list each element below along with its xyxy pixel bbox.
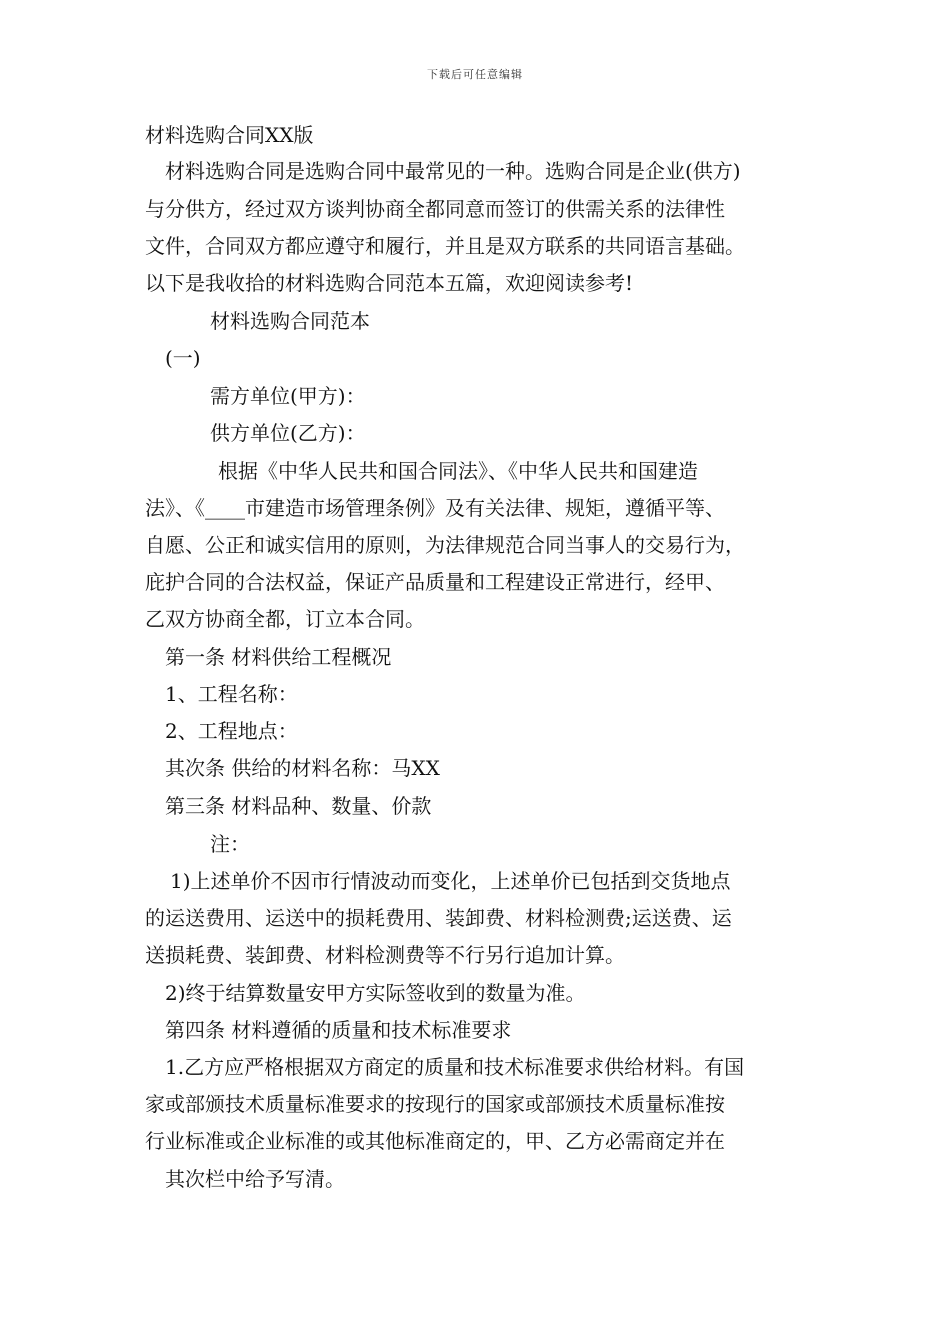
paragraph-line: 家或部颁技术质量标准要求的按现行的国家或部颁技术质量标准按 — [145, 1092, 725, 1116]
paragraph-line: 1)上述单价不因市行情波动而变化，上述单价已包括到交货地点 — [170, 869, 731, 893]
paragraph-line: 自愿、公正和诚实信用的原则，为法律规范合同当事人的交易行为， — [145, 533, 745, 557]
paragraph-line: 其次栏中给予写清。 — [165, 1167, 345, 1191]
paragraph-line: 行业标准或企业标准的或其他标准商定的，甲、乙方必需商定并在 — [145, 1129, 725, 1153]
paragraph-line: 的运送费用、运送中的损耗费用、装卸费、材料检测费;运送费、运 — [145, 906, 732, 930]
page-header: 下载后可任意编辑 — [427, 68, 523, 81]
paragraph-line: 以下是我收拾的材料选购合同范本五篇，欢迎阅读参考! — [145, 271, 634, 295]
article-heading: 第一条 材料供给工程概况 — [165, 645, 392, 669]
list-item: 2、工程地点： — [165, 719, 298, 743]
article-heading: 第四条 材料遵循的质量和技术标准要求 — [165, 1018, 512, 1042]
paragraph-line: 文件，合同双方都应遵守和履行，并且是双方联系的共同语言基础。 — [145, 234, 745, 258]
paragraph-line: 乙双方协商全都，订立本合同。 — [145, 607, 425, 631]
paragraph-line: 法》、《____市建造市场管理条例》及有关法律、规矩，遵循平等、 — [145, 496, 725, 520]
article-heading: 第三条 材料品种、数量、价款 — [165, 794, 432, 818]
section-number: (一) — [165, 346, 201, 370]
party-b-label: 供方单位(乙方)： — [210, 421, 366, 445]
list-item: 1、工程名称： — [165, 682, 298, 706]
article-heading: 其次条 供给的材料名称：马XX — [165, 756, 440, 780]
paragraph-line: 与分供方，经过双方谈判协商全都同意而签订的供需关系的法律性 — [145, 197, 725, 221]
paragraph-line: 根据《中华人民共和国合同法》、《中华人民共和国建造 — [218, 459, 698, 483]
section-heading: 材料选购合同范本 — [210, 309, 370, 333]
paragraph-line: 1.乙方应严格根据双方商定的质量和技术标准要求供给材料。有国 — [165, 1055, 745, 1079]
paragraph-line: 2)终于结算数量安甲方实际签收到的数量为准。 — [165, 981, 586, 1005]
paragraph-line: 送损耗费、装卸费、材料检测费等不行另行追加计算。 — [145, 943, 625, 967]
paragraph-line: 庇护合同的合法权益，保证产品质量和工程建设正常进行，经甲、 — [145, 570, 725, 594]
document-title: 材料选购合同XX版 — [145, 123, 314, 147]
note-label: 注： — [210, 832, 250, 856]
paragraph-line: 材料选购合同是选购合同中最常见的一种。选购合同是企业(供方) — [165, 159, 741, 183]
party-a-label: 需方单位(甲方)： — [210, 384, 366, 408]
